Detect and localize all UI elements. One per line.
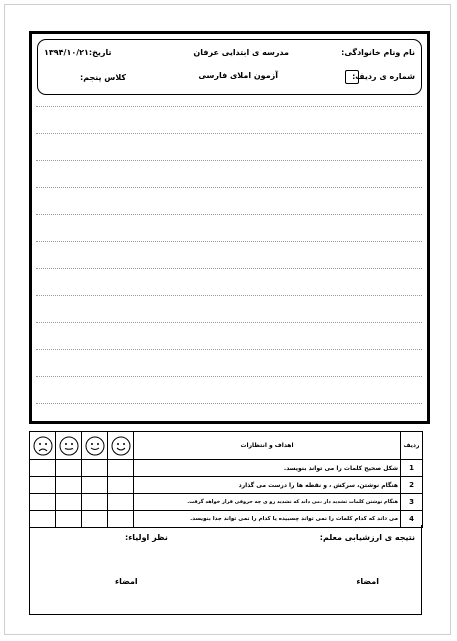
writing-line[interactable] [36,376,422,377]
writing-line[interactable] [36,349,422,350]
writing-line[interactable] [36,160,422,161]
row-number: 4 [401,511,423,528]
score-cell[interactable] [30,477,56,494]
goal-text: شکل صحیح کلمات را می تواند بنویسد. [134,460,401,477]
goal-text: می داند که کدام کلمات را نمی تواند چسبیده یا کدام را نمی تواند جدا بنویسد. [134,511,401,528]
writing-line[interactable] [36,322,422,323]
row-number-box[interactable] [345,70,359,84]
sad-face-icon [30,432,56,460]
row-number: 3 [401,494,423,511]
writing-line[interactable] [36,106,422,107]
evaluation-footer [29,525,422,615]
score-cell[interactable] [82,460,108,477]
score-cell[interactable] [82,494,108,511]
exam-title: آزمون املای فارسی [198,71,278,80]
exam-header [37,39,422,95]
class-label: کلاس پنجم: [80,73,127,82]
writing-line[interactable] [36,187,422,188]
score-cell[interactable] [30,460,56,477]
table-row [30,477,423,494]
table-header-row [30,432,423,460]
row-number: 1 [401,460,423,477]
writing-line[interactable] [36,133,422,134]
score-cell[interactable] [56,494,82,511]
parent-view-label: نظر اولیاء: [125,533,168,542]
dictation-box [29,31,430,424]
score-cell[interactable] [56,460,82,477]
writing-line[interactable] [36,295,422,296]
parent-signature-label: امضاء [115,577,138,586]
score-cell[interactable] [30,494,56,511]
score-cell[interactable] [108,460,134,477]
smile-face-icon [108,432,134,460]
writing-line[interactable] [36,268,422,269]
col-row-header: ردیف [401,432,423,460]
teacher-result-label: نتیجه ی ارزشیابی معلم: [319,533,415,542]
table-row [30,460,423,477]
name-label: نام ونام خانوادگی: [341,48,415,57]
row-number-label: شماره ی ردیف: [352,72,415,81]
goal-text: هنگام نوشتن کلمات تشدید دار ،می داند که تشدید رو ی چه حروفی قرار خواهد گرفت. [134,494,401,511]
col-goals-header: اهداف و انتظارات [134,432,401,460]
writing-line[interactable] [36,403,422,404]
score-cell[interactable] [82,477,108,494]
smile-face-icon [56,432,82,460]
evaluation-table [29,431,423,528]
goal-text: هنگام نوشتن، سرکش ، و نقطه ها را درست می گذارد [134,477,401,494]
score-cell[interactable] [108,477,134,494]
date-label: تاریخ:۱۳۹۴/۱۰/۲۱ [44,48,112,57]
writing-line[interactable] [36,214,422,215]
teacher-signature-label: امضاء [356,577,379,586]
row-number: 2 [401,477,423,494]
score-cell[interactable] [56,477,82,494]
writing-line[interactable] [36,241,422,242]
school-name: مدرسه ی ابتدایی عرفان [193,48,289,57]
smile-face-icon [82,432,108,460]
table-row [30,494,423,511]
score-cell[interactable] [108,494,134,511]
